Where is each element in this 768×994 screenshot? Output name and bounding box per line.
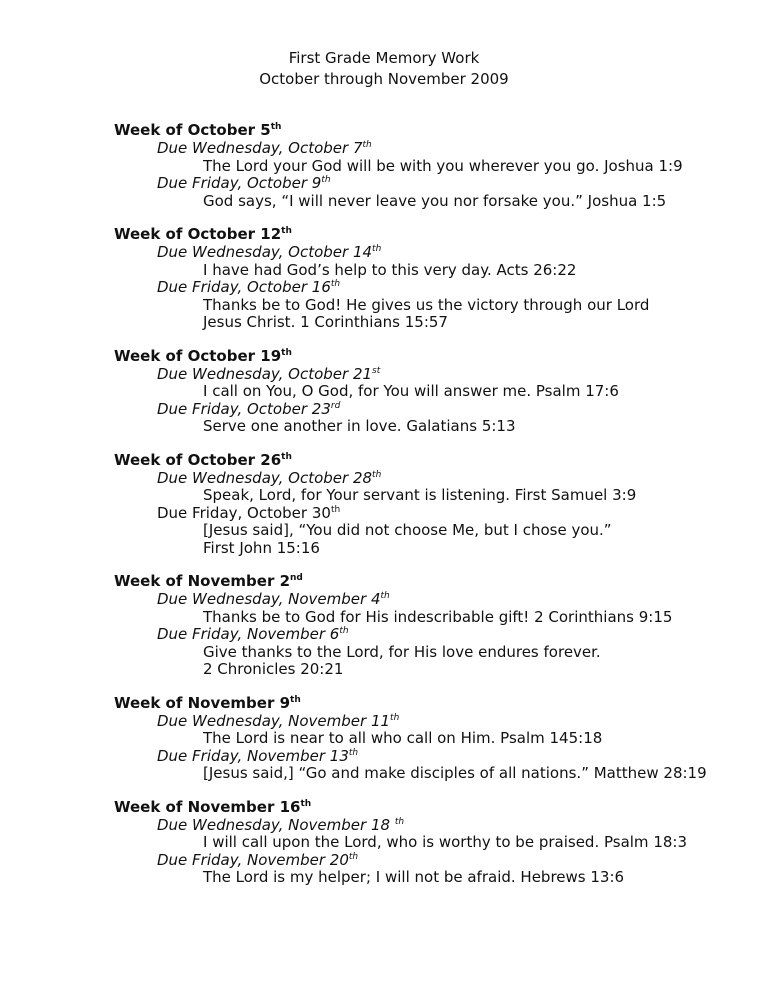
memory-verse-line: Thanks be to God for His indescribable gift! 2 Corinthians 9:15 [203,607,673,626]
due-date-ordinal: th [372,244,382,254]
memory-verse-line: Jesus Christ. 1 Corinthians 15:57 [203,313,448,331]
weeks-list [114,121,754,902]
week-heading [114,798,754,817]
due-date-text: Due Friday, October 16 [157,278,331,296]
due-date-ordinal: th [330,504,341,515]
due-date-ordinal: th [380,591,390,601]
due-date [157,401,754,419]
week-heading-text: Week of November 2 [114,572,291,590]
memory-verse-line: I have had God’s help to this very day. Acts 26:22 [203,260,577,279]
due-date [157,175,754,193]
due-date-text: Due Friday, November 20 [157,850,349,869]
due-date [157,748,754,766]
due-date [157,279,754,297]
week-heading-ordinal: th [281,226,292,236]
week-section [114,451,754,558]
memory-verse-line: The Lord is near to all who call on Him. Psalm 145:18 [203,729,603,747]
due-date-ordinal: th [339,626,349,636]
week-heading-text: Week of October 5 [114,121,271,139]
memory-verse-line: Serve one another in love. Galatians 5:13 [203,417,516,435]
due-date-text: Due Friday, November 6 [157,625,340,643]
due-date-ordinal: th [372,469,382,480]
due-date-ordinal: th [394,816,405,827]
due-date-text: Due Friday, November 13 [157,746,349,765]
week-heading-text: Week of October 19 [114,346,282,365]
memory-verse-line: Thanks be to God! He gives us the victory through our Lord [203,295,650,314]
due-date-ordinal: rd [330,400,341,411]
due-date-ordinal: th [348,851,359,862]
memory-verse-line: [Jesus said,] “Go and make disciples of all nations.” Matthew 28:19 [203,764,707,782]
due-date-ordinal: th [390,712,400,723]
due-date-text: Due Wednesday, November 4 [157,590,381,608]
week-heading-ordinal: th [270,122,282,132]
due-date-ordinal: th [321,175,331,185]
due-date [157,817,754,835]
week-heading [114,694,754,713]
document-subtitle: October through November 2009 [259,70,509,88]
due-date [157,140,754,158]
due-date-ordinal: th [348,747,359,758]
due-date-ordinal: th [362,140,372,150]
due-date-text: Due Friday, October 30 [157,503,331,522]
week-heading-ordinal: th [290,694,301,705]
week-heading-ordinal: th [300,798,312,809]
due-date-text: Due Wednesday, November 18 [157,815,395,834]
week-section [114,121,754,210]
week-heading [114,225,754,244]
memory-verse-line: The Lord your God will be with you wherever you go. Joshua 1:9 [203,156,683,175]
due-date-text: Due Friday, October 23 [157,399,331,418]
memory-verse-line: Give thanks to the Lord, for His love endures forever. [203,642,601,661]
due-date [157,366,754,384]
memory-verse-line: [Jesus said], “You did not choose Me, but I chose you.” [203,521,612,539]
memory-verse-line: Speak, Lord, for Your servant is listening. First Samuel 3:9 [203,486,637,504]
due-date-text: Due Wednesday, October 28 [157,468,373,487]
week-heading [114,121,754,140]
week-section [114,694,754,783]
week-heading [114,572,754,591]
week-section [114,572,754,679]
title-block [0,48,768,90]
memory-verse-line: I will call upon the Lord, who is worthy to be praised. Psalm 18:3 [203,833,687,851]
week-heading-text: Week of October 26 [114,450,282,469]
due-date-ordinal: st [372,365,381,376]
due-date [157,505,754,523]
memory-verse-line: First John 15:16 [203,538,320,557]
week-heading-text: Week of October 12 [114,225,282,243]
memory-verse-line: God says, “I will never leave you nor forsake you.” Joshua 1:5 [203,191,667,210]
memory-verse-line: The Lord is my helper; I will not be afraid. Hebrews 13:6 [203,868,625,886]
week-heading-ordinal: th [281,347,292,358]
memory-verse-line: 2 Chronicles 20:21 [203,660,344,678]
document-title: First Grade Memory Work [288,49,480,67]
due-date [157,244,754,262]
week-heading [114,451,754,470]
week-heading-ordinal: th [281,451,292,462]
week-section [114,347,754,436]
due-date-text: Due Wednesday, October 7 [157,139,363,157]
due-date [157,470,754,488]
week-heading-text: Week of November 16 [114,797,301,816]
due-date-text: Due Wednesday, October 21 [157,364,373,383]
due-date-text: Due Wednesday, October 14 [157,243,373,261]
week-section [114,225,754,332]
week-heading [114,347,754,366]
week-heading-text: Week of November 9 [114,693,291,712]
week-section [114,798,754,887]
due-date [157,626,754,644]
due-date [157,852,754,870]
due-date-ordinal: th [330,279,341,289]
due-date-text: Due Wednesday, November 11 [157,711,391,730]
due-date-text: Due Friday, October 9 [157,174,322,192]
due-date [157,591,754,609]
memory-verse-line: I call on You, O God, for You will answer me. Psalm 17:6 [203,382,619,400]
week-heading-ordinal: nd [290,573,303,583]
due-date [157,713,754,731]
